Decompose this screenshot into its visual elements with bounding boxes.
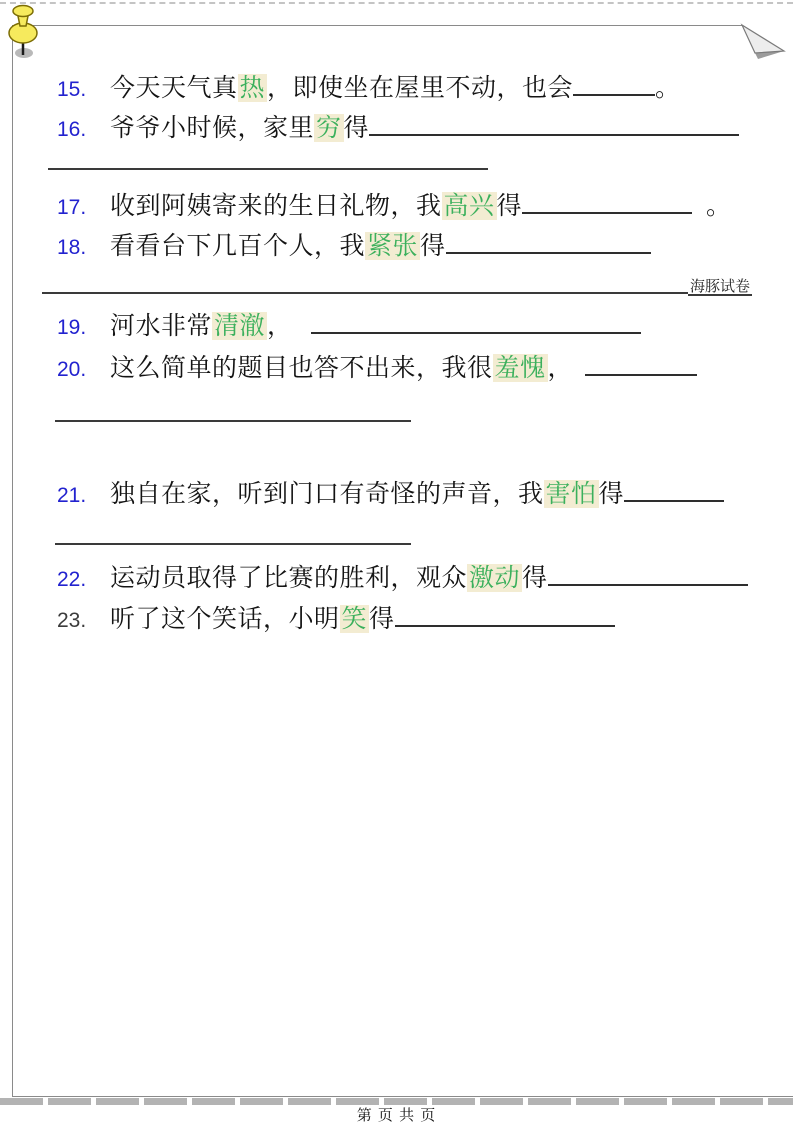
- sentence-text: 。: [706, 192, 732, 220]
- fill-in-blank: [311, 329, 641, 334]
- page-border-top: [12, 25, 742, 26]
- highlighted-word: 清澈: [214, 312, 266, 340]
- answer-line: [42, 278, 751, 295]
- sentence-text: 今天天气真: [110, 74, 238, 102]
- worksheet-item-18: [0, 231, 651, 265]
- item-number: 17.: [57, 196, 87, 219]
- watermark-text: 海豚试卷: [690, 278, 751, 295]
- highlighted-word: 紧张: [367, 232, 419, 260]
- highlighted-word: 笑: [341, 605, 368, 633]
- item-sentence: [110, 74, 681, 102]
- worksheet-item-20: [0, 353, 697, 387]
- fill-in-blank: [446, 249, 651, 254]
- folded-corner-icon: [735, 18, 793, 63]
- sentence-text: 得: [522, 564, 548, 592]
- item-number: 15.: [57, 78, 87, 101]
- fill-in-blank: [369, 131, 739, 136]
- sentence-text: ，: [267, 312, 293, 340]
- fill-in-blank: [573, 91, 655, 96]
- highlighted-word: 害怕: [545, 480, 597, 508]
- worksheet-item-16: [0, 113, 739, 147]
- sentence-text: 收到阿姨寄来的生日礼物，我: [110, 192, 442, 220]
- page-border-left: [12, 25, 13, 1096]
- worksheet-item-19: [0, 311, 641, 345]
- highlighted-word: 高兴: [443, 192, 495, 220]
- sentence-text: 这么简单的题目也答不出来，我很: [110, 354, 493, 382]
- sentence-text: 河水非常: [110, 312, 213, 340]
- fill-in-blank: [548, 581, 748, 586]
- item-number: 20.: [57, 358, 87, 381]
- item-sentence: [110, 354, 697, 382]
- sentence-text: 得: [598, 480, 625, 508]
- sentence-text: 得: [343, 114, 370, 142]
- item-number: 22.: [57, 568, 87, 591]
- sentence-text: 得: [420, 232, 446, 260]
- item-sentence: [110, 564, 748, 592]
- page-top-dashed-line: [0, 2, 793, 4]
- item-number: 21.: [57, 484, 87, 507]
- answer-line: [48, 168, 488, 170]
- fill-in-blank: [585, 371, 697, 376]
- sentence-text: ，: [547, 354, 574, 382]
- item-sentence: [110, 312, 641, 340]
- highlighted-word: 激动: [469, 564, 521, 592]
- answer-line: [55, 420, 411, 422]
- fill-in-blank: [522, 209, 692, 214]
- sentence-text: 爷爷小时候，家里: [110, 114, 315, 142]
- page-border-bottom: [12, 1096, 793, 1097]
- item-number: 18.: [57, 236, 87, 259]
- worksheet-item-23: [0, 604, 615, 638]
- item-sentence: [110, 605, 615, 633]
- highlighted-word: 热: [239, 74, 266, 102]
- item-sentence: [110, 192, 732, 220]
- worksheet-item-17: [0, 191, 732, 225]
- sentence-text: 得: [369, 605, 395, 633]
- worksheet-item-21: [0, 479, 724, 513]
- sentence-text: 独自在家，听到门口有奇怪的声音，我: [110, 480, 544, 508]
- item-number: 23.: [57, 609, 87, 632]
- sentence-text: 。: [655, 74, 681, 102]
- sentence-text: 得: [496, 192, 523, 220]
- page-footer: 第 页 共 页: [356, 1107, 437, 1122]
- worksheet-item-22: [0, 563, 748, 597]
- fill-in-blank: [624, 497, 724, 502]
- highlighted-word: 羞愧: [494, 354, 546, 382]
- item-sentence: [110, 114, 739, 142]
- item-number: 16.: [57, 118, 87, 141]
- item-sentence: [110, 232, 651, 260]
- sentence-text: 看看台下几百个人，我: [110, 232, 366, 260]
- item-number: 19.: [57, 316, 87, 339]
- sentence-text: 听了这个笑话，小明: [110, 605, 340, 633]
- sentence-text: ，即使坐在屋里不动，也会: [267, 74, 574, 102]
- pushpin-icon: [6, 3, 50, 61]
- fill-in-blank: [395, 622, 615, 627]
- answer-line: [55, 543, 411, 545]
- item-sentence: [110, 480, 724, 508]
- highlighted-word: 穷: [316, 114, 342, 142]
- worksheet-item-15: [0, 73, 681, 107]
- sentence-text: 运动员取得了比赛的胜利，观众: [110, 564, 468, 592]
